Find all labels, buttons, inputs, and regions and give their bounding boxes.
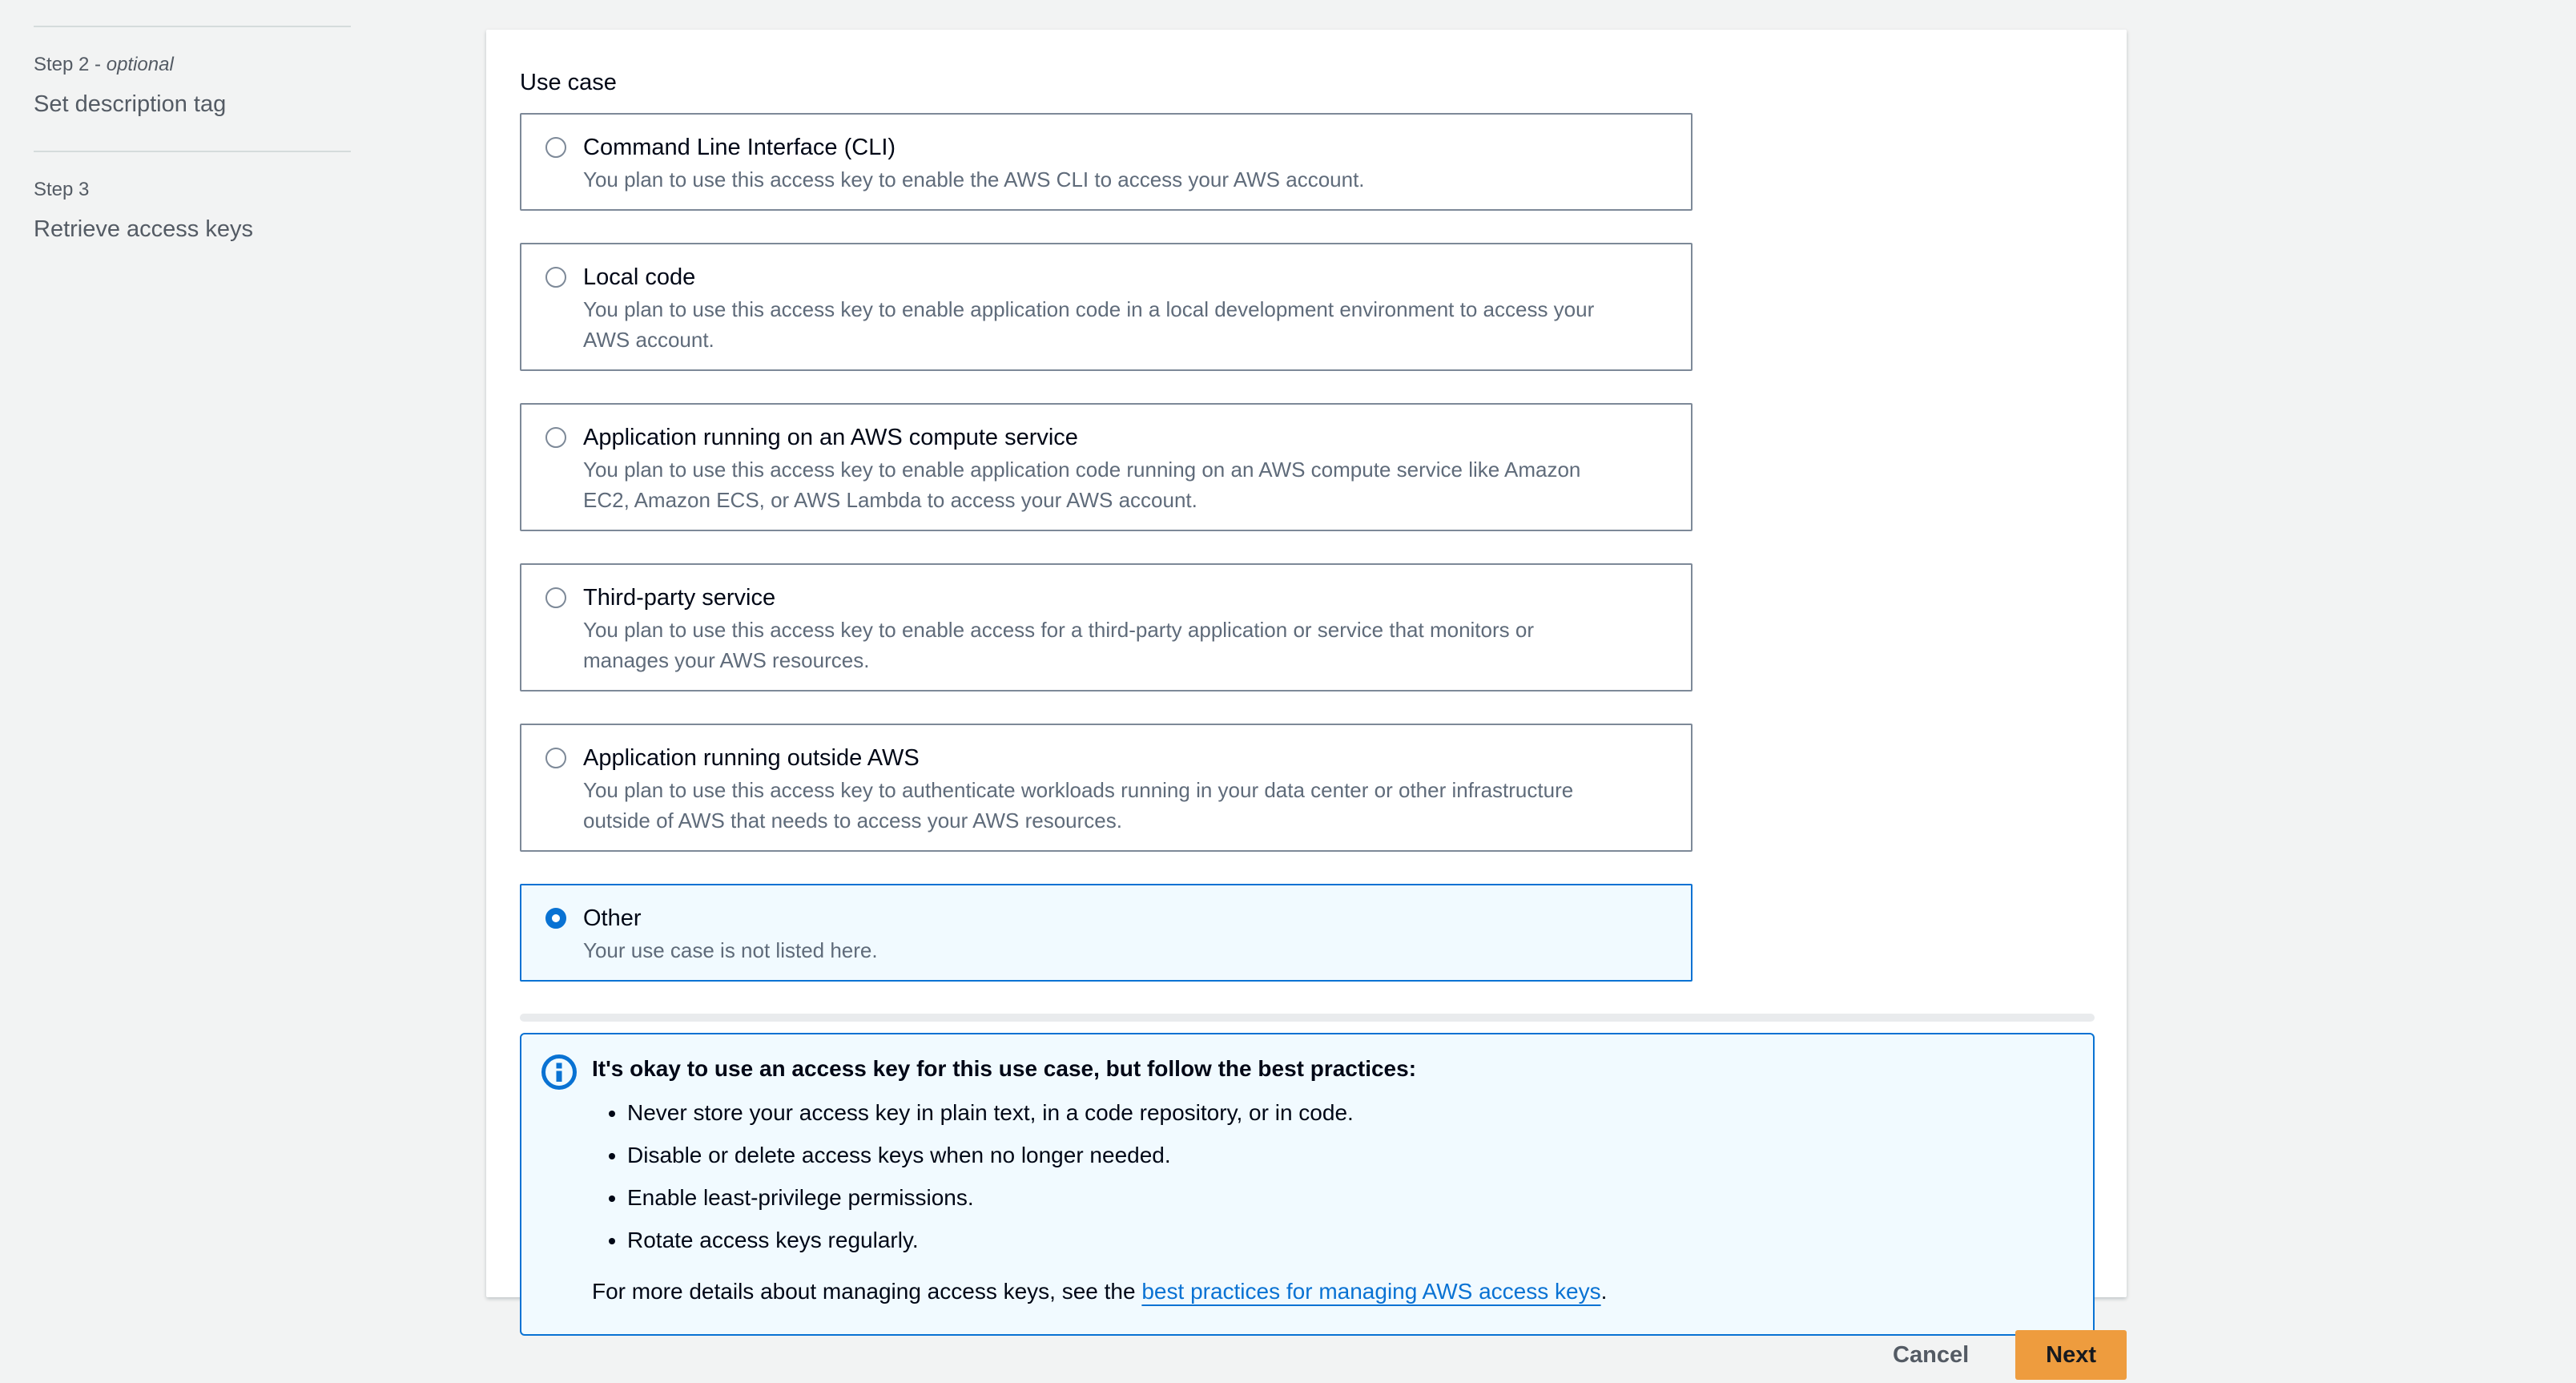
option-label: Third-party service [583, 585, 776, 611]
alert-bullet: • Disable or delete access keys when no longer needed. [627, 1140, 1607, 1171]
use-case-option-third-party-service[interactable] [520, 563, 1693, 692]
sidebar-step-2 [34, 27, 351, 151]
option-label: Application running outside AWS [583, 745, 920, 771]
use-case-option-cli[interactable] [520, 113, 1693, 211]
radio-unselected-icon[interactable] [545, 267, 566, 288]
use-case-option-aws-compute-service[interactable] [520, 403, 1693, 531]
step-2-number: Step 2 - [34, 54, 107, 75]
option-head [545, 132, 1668, 163]
radio-unselected-icon[interactable] [545, 137, 566, 158]
option-description: Your use case is not listed here. [583, 938, 878, 962]
use-case-panel [486, 30, 2127, 1304]
sidebar-step-3 [34, 152, 351, 276]
step-3-label [34, 178, 351, 202]
option-head [545, 743, 1668, 773]
option-head [545, 422, 1668, 453]
wizard-footer [486, 1330, 2127, 1380]
sidebar-item-set-description-tag[interactable]: Set description tag [34, 91, 227, 117]
alert-bullet: • Rotate access keys regularly. [627, 1225, 1607, 1256]
use-case-radio-group [520, 113, 1693, 982]
option-description: You plan to use this access key to enable the AWS CLI to access your AWS account. [583, 167, 1365, 192]
option-head [545, 583, 1668, 613]
option-label: Application running on an AWS compute service [583, 425, 1078, 450]
option-description: You plan to use this access key to enable application code running on an AWS compute service like Amazon EC2, Amazon ECS, or AWS Lambda to access your AWS account. [583, 458, 1581, 512]
option-description: You plan to use this access key to enable application code in a local development environment to access your AWS account. [583, 297, 1595, 352]
alert-bullet: • Never store your access key in plain text, in a code repository, or in code. [627, 1098, 1607, 1128]
alert-bullet: • Enable least-privilege permissions. [627, 1183, 1607, 1213]
use-case-option-outside-aws[interactable] [520, 724, 1693, 852]
cancel-button[interactable]: Cancel [1893, 1341, 1970, 1368]
wizard-steps-sidebar [34, 26, 351, 276]
best-practices-alert [520, 1033, 2095, 1336]
alert-footer-prefix: For more details about managing access keys, see the [592, 1279, 1142, 1304]
alert-footer-text [592, 1276, 1607, 1307]
alert-content [592, 1052, 1607, 1307]
alert-bullet-list [592, 1098, 1607, 1256]
use-case-label: Use case [520, 70, 617, 95]
radio-selected-icon[interactable] [545, 908, 566, 929]
step-2-label [34, 53, 351, 77]
alert-heading: It's okay to use an access key for this use case, but follow the best practices: [592, 1056, 1417, 1081]
radio-unselected-icon[interactable] [545, 427, 566, 448]
sidebar-item-retrieve-access-keys[interactable]: Retrieve access keys [34, 216, 253, 242]
step-3-number: Step 3 [34, 179, 90, 200]
step-2-optional: optional [106, 54, 174, 75]
option-label: Command Line Interface (CLI) [583, 135, 896, 160]
info-icon [541, 1054, 578, 1095]
section-divider [520, 1014, 2095, 1022]
use-case-option-other[interactable] [520, 884, 1693, 982]
radio-unselected-icon[interactable] [545, 587, 566, 608]
next-button[interactable]: Next [2015, 1330, 2127, 1380]
option-description: You plan to use this access key to enable access for a third-party application or service that monitors or manages your AWS resources. [583, 618, 1534, 672]
radio-unselected-icon[interactable] [545, 748, 566, 768]
option-head [545, 262, 1668, 292]
alert-footer-suffix: . [1600, 1279, 1608, 1304]
option-label: Local code [583, 264, 696, 290]
option-head [545, 903, 1668, 933]
use-case-option-local-code[interactable] [520, 243, 1693, 371]
best-practices-link[interactable]: best practices for managing AWS access keys [1141, 1279, 1601, 1304]
option-label: Other [583, 905, 642, 931]
option-description: You plan to use this access key to authenticate workloads running in your data center or other infrastructure outside of AWS that needs to access your AWS resources. [583, 778, 1574, 833]
